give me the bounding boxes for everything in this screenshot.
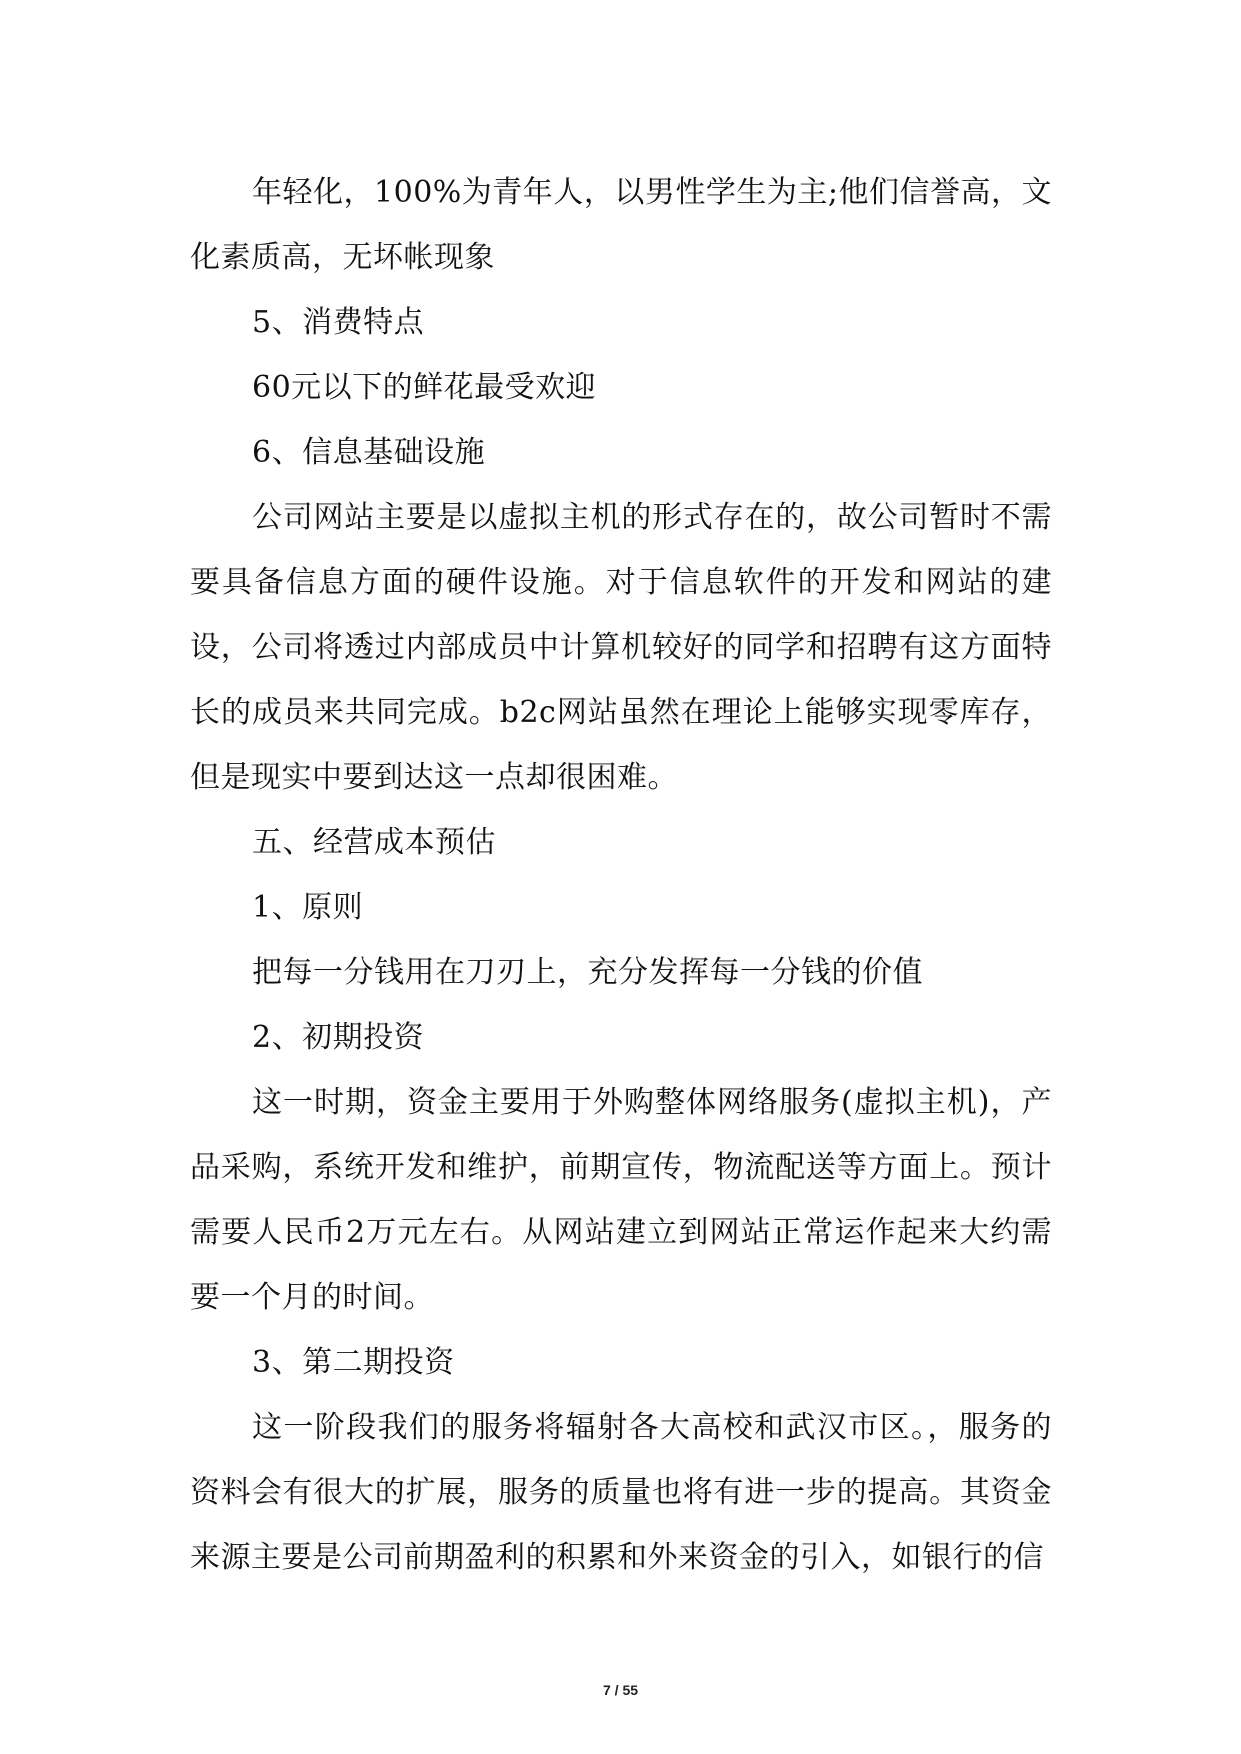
paragraph-initial-investment: 这一时期，资金主要用于外购整体网络服务(虚拟主机)，产品采购，系统开发和维护，前期宣传，物流配送等方面上。预计需要人民币2万元左右。从网站建立到网站正常运作起来大约需要一个月的时间。 (190, 1085, 1052, 1315)
paragraph-second-investment: 这一阶段我们的服务将辐射各大高校和武汉市区。，服务的资料会有很大的扩展，服务的质量也将有进一步的提高。其资金来源主要是公司前期盈利的积累和外来资金的引入，如银行的信 (190, 1410, 1052, 1575)
document-body (190, 160, 1052, 1590)
paragraph-consumption: 60元以下的鲜花最受欢迎 (252, 370, 597, 405)
heading-consumption-features: 5、消费特点 (252, 305, 425, 340)
paragraph-info-infrastructure: 公司网站主要是以虚拟主机的形式存在的，故公司暂时不需要具备信息方面的硬件设施。对于信息软件的开发和网站的建设，公司将透过内部成员中计算机较好的同学和招聘有这方面特长的成员来共同完成。b2c网站虽然在理论上能够实现零库存，但是现实中要到达这一点却很困难。 (190, 500, 1052, 795)
paragraph-principle: 把每一分钱用在刀刃上，充分发挥每一分钱的价值 (252, 955, 923, 990)
page-number: 7 / 55 (602, 1682, 639, 1698)
heading-info-infrastructure: 6、信息基础设施 (252, 435, 486, 470)
heading-second-investment: 3、第二期投资 (252, 1345, 455, 1380)
heading-initial-investment: 2、初期投资 (252, 1020, 425, 1055)
paragraph-1: 年轻化，100%为青年人，以男性学生为主;他们信誉高，文化素质高，无坏帐现象 (190, 175, 1052, 275)
heading-cost-estimate: 五、经营成本预估 (252, 825, 496, 860)
heading-principle: 1、原则 (252, 890, 364, 925)
